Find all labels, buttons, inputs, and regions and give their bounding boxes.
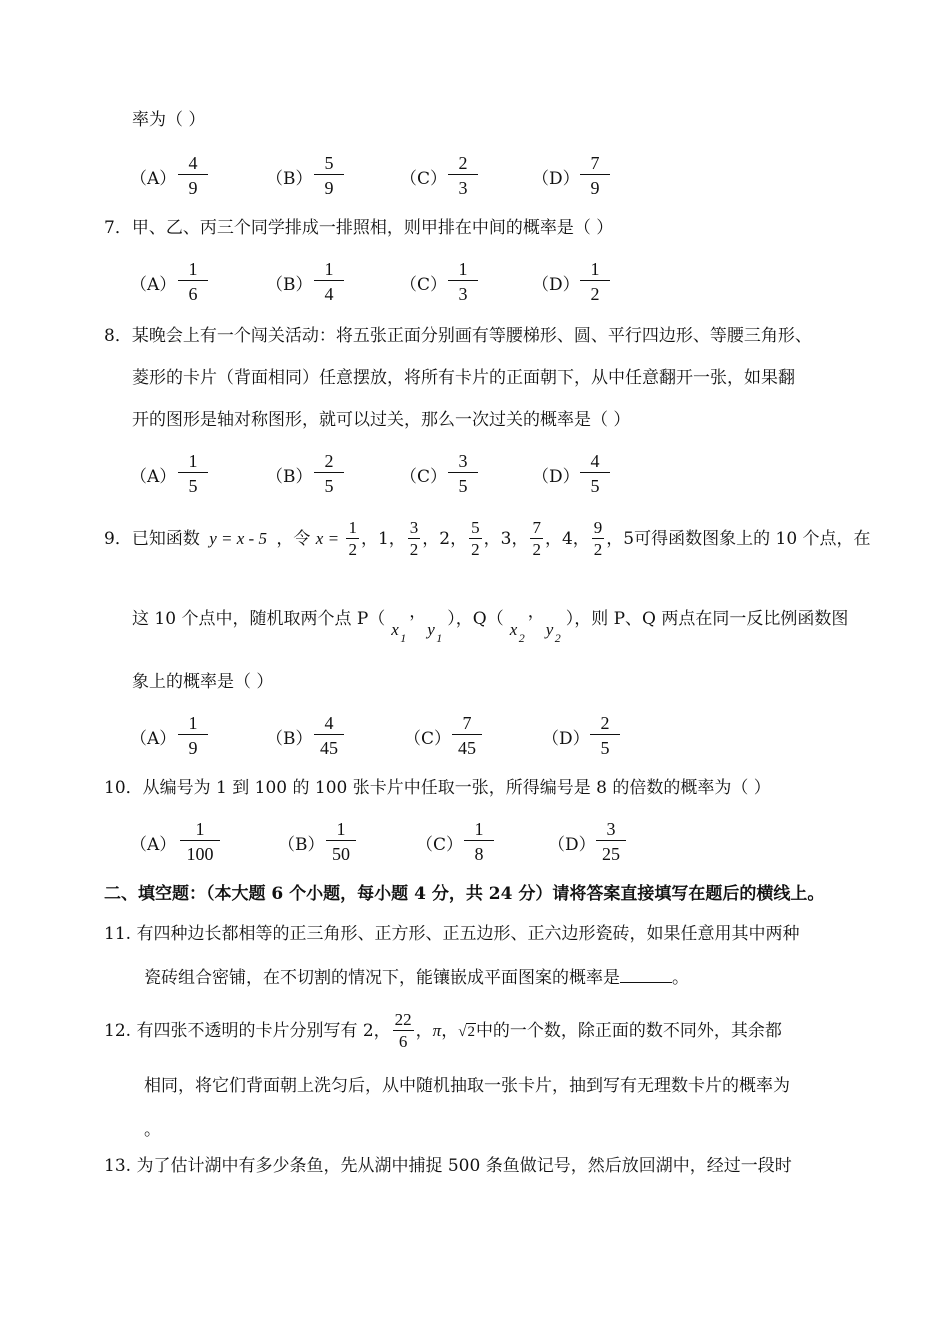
q8-line2: 菱形的卡片（背面相同）任意摆放，将所有卡片的正面朝下，从中任意翻开一张，如果翻 <box>132 368 795 388</box>
q9-line3: 象上的概率是（ ） <box>132 672 274 692</box>
q10-text: 10．从编号为 1 到 100 的 100 张卡片中任取一张，所得编号是 8 的倍数的概率为（ ） <box>104 778 771 798</box>
q12-line3: 。 <box>144 1120 161 1140</box>
q8-line1: 8．某晚会上有一个闯关活动：将五张正面分别画有等腰梯形、圆、平行四边形、等腰三角形、 <box>104 326 812 346</box>
q9-line1: 9．已知函数 y = x - 5 ，令 x = $\frac{1}{2}$ ，1， $\frac{3}{2}$ ，2， $\frac{5}{2}$ ，3， $\frac{7}{2}$ ，4， $\frac{9}{2}$ ，5可得函数图象上的 10 个点，在 <box>104 518 871 559</box>
q12-line1: 12. 有四张不透明的卡片分别写有 2， $\frac{22}{6}$ ，π，√2中的一个数，除正面的数不同外，其余都 <box>104 1010 782 1051</box>
q11-answer-blank[interactable] <box>620 964 672 983</box>
q12-line2: 相同，将它们背面朝上洗匀后，从中随机抽取一张卡片，抽到写有无理数卡片的概率为 <box>144 1076 790 1096</box>
q9-line2: 这 10 个点中，随机取两个点 P（ x 1 ， y 1 ），Q（ x 2 ， y 2 ），则 P、Q 两点在同一反比例函数图 <box>132 602 849 645</box>
section2-heading: 二、填空题：（本大题 6 个小题，每小题 4 分，共 24 分）请将答案直接填写在题后的横线上。 <box>104 884 825 904</box>
q13-line1: 13. 为了估计湖中有多少条鱼，先从湖中捕捉 500 条鱼做记号，然后放回湖中，经过一段时 <box>104 1156 792 1176</box>
q11-line2: 瓷砖组合密铺，在不切割的情况下，能镶嵌成平面图案的概率是 。 <box>144 964 689 990</box>
q11-line1: 11. 有四种边长都相等的正三角形、正方形、正五边形、正六边形瓷砖，如果任意用其中两种 <box>104 924 800 944</box>
exam-page: 率为（ ） （A） $\frac{4}{9}$ （B） $\frac{5}{9}$ （C） $\frac{2}{3}$ （D） $\frac{7}{9}$ 7．甲、乙、丙三个同学排成一排照相，则甲排在中间的概率是（ ） （A） $\frac{1}{6}$ （B） $\frac{1}{4}$ （C） $\frac{1}{3}$ （D） $\frac{1}{2}$ 8．某晚会上有一个闯关活动：将五张正面分别画有等腰梯形、圆、平行四边形、等腰三角形、 菱形的卡片（背面相同）任意摆放，将所有卡片的正面朝下，从中任意翻开一张，如果翻 开的图形是轴对称图形，就可以过关，那么一次过关的概率是（ ） （A） $\frac{1}{5}$ （B） $\frac{2}{5}$ （C） $\frac{3}{5}$ （D） $\frac{4}{5}$ 9．已知函数 y = x - 5 ，令 x = $\frac{1}{2}$ ，1， $\frac{3}{2}$ ，2， $\frac{5}{2}$ ，3， $\frac{7}{2}$ ，4， $\frac{9}{2}$ ，5可得函数图象上的 10 个点，在 这 10 个点中，随机取两个点 P（ x 1 ， y 1 ），Q（ x 2 ， y 2 ），则 P、Q 两点在同一反比例函数图 象上的概率是（ ） （A） $\frac{1}{9}$ （B） $\frac{4}{45}$ （C） $\frac{7}{45}$ （D） $\frac{2}{5}$ 10．从编号为 1 到 100 的 100 张卡片中任取一张，所得编号是 8 的倍数的概率为（ ） （A） $\frac{1}{100}$ （B） $\frac{1}{50}$ （C） $\frac{1}{8}$ （D） $\frac{3}{25}$ 二、填空题：（本大题 6 个小题，每小题 4 分，共 24 分）请将答案直接填写在题后的横线上。 11. 有四种边长都相等的正三角形、正方形、正五边形、正六边形瓷砖，如果任意用其中两种 瓷砖组合密铺，在不切割的情况下，能镶嵌成平面图案的概率是 。 12. 有四张不透明的卡片分别写有 2， $\frac{22}{6}$ ，π，√2中的一个数，除正面的数不同外，其余都 相同，将它们背面朝上洗匀后，从中随机抽取一张卡片，抽到写有无理数卡片的概率为 。 13. 为了估计湖中有多少条鱼，先从湖中捕捉 500 条鱼做记号，然后放回湖中，经过一段时 <box>104 110 871 1176</box>
q8-line3: 开的图形是轴对称图形，就可以过关，那么一次过关的概率是（ ） <box>132 410 631 430</box>
q7-text: 7．甲、乙、丙三个同学排成一排照相，则甲排在中间的概率是（ ） <box>104 218 614 238</box>
q6-tail: 率为（ ） <box>132 110 206 130</box>
